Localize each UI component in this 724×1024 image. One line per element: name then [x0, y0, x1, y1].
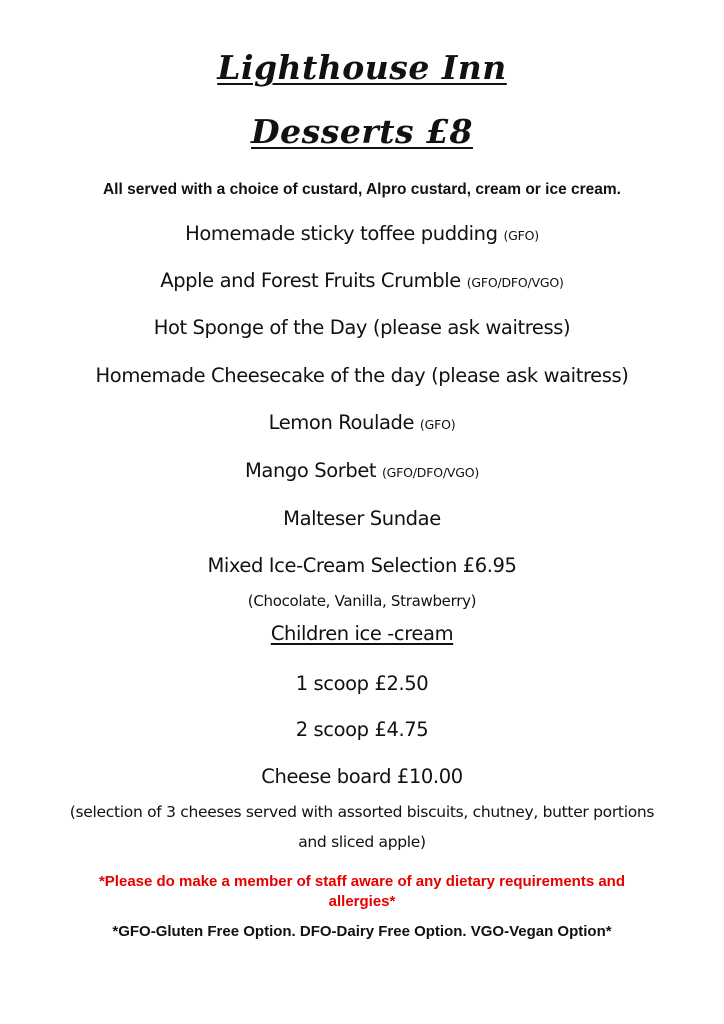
allergy-warning: *Please do make a member of staff aware of any dietary requirements and allergies*: [98, 873, 626, 910]
venue-title: Lighthouse Inn: [217, 48, 507, 87]
menu-item: [0, 316, 724, 339]
dietary-note: (GFO): [503, 228, 539, 243]
dietary-legend: *GFO-Gluten Free Option. DFO-Dairy Free Option. VGO-Vegan Option*: [112, 923, 612, 940]
menu-item-name: Mango Sorbet: [244, 459, 377, 482]
dietary-note: (GFO/DFO/VGO): [466, 275, 564, 290]
menu-item-name: Homemade sticky toffee pudding: [185, 222, 498, 245]
menu-item: [0, 222, 724, 245]
children-heading: Children ice -cream: [270, 622, 454, 645]
dietary-note: (GFO): [419, 417, 456, 432]
cheese-description: and sliced apple): [298, 833, 426, 851]
menu-item: [0, 364, 724, 387]
ice-cream-flavours: (Chocolate, Vanilla, Strawberry): [247, 592, 477, 610]
children-section: [0, 622, 724, 645]
menu-item: [0, 411, 724, 434]
children-option: 2 scoop £4.75: [295, 718, 429, 741]
dietary-note: (GFO/DFO/VGO): [381, 465, 480, 480]
cheese-board: Cheese board £10.00: [261, 765, 463, 788]
menu-item-name: Homemade Cheesecake of the day (please ask waitress): [95, 364, 629, 387]
ice-cream-selection: Mixed Ice-Cream Selection £6.95: [207, 554, 517, 577]
menu-item: [0, 269, 724, 292]
menu-item: [0, 507, 724, 530]
children-option: 1 scoop £2.50: [295, 672, 429, 695]
menu-item: [0, 459, 724, 482]
menu-item-name: Malteser Sundae: [283, 507, 441, 530]
menu-item-name: Hot Sponge of the Day (please ask waitress): [153, 316, 571, 339]
menu-item-name: Lemon Roulade: [268, 411, 415, 434]
cheese-description: (selection of 3 cheeses served with assorted biscuits, chutney, butter portions: [69, 803, 655, 821]
desserts-heading: Desserts £8: [251, 112, 473, 151]
menu-item-name: Apple and Forest Fruits Crumble: [160, 269, 461, 292]
serving-intro: All served with a choice of custard, Alpro custard, cream or ice cream.: [102, 181, 621, 198]
